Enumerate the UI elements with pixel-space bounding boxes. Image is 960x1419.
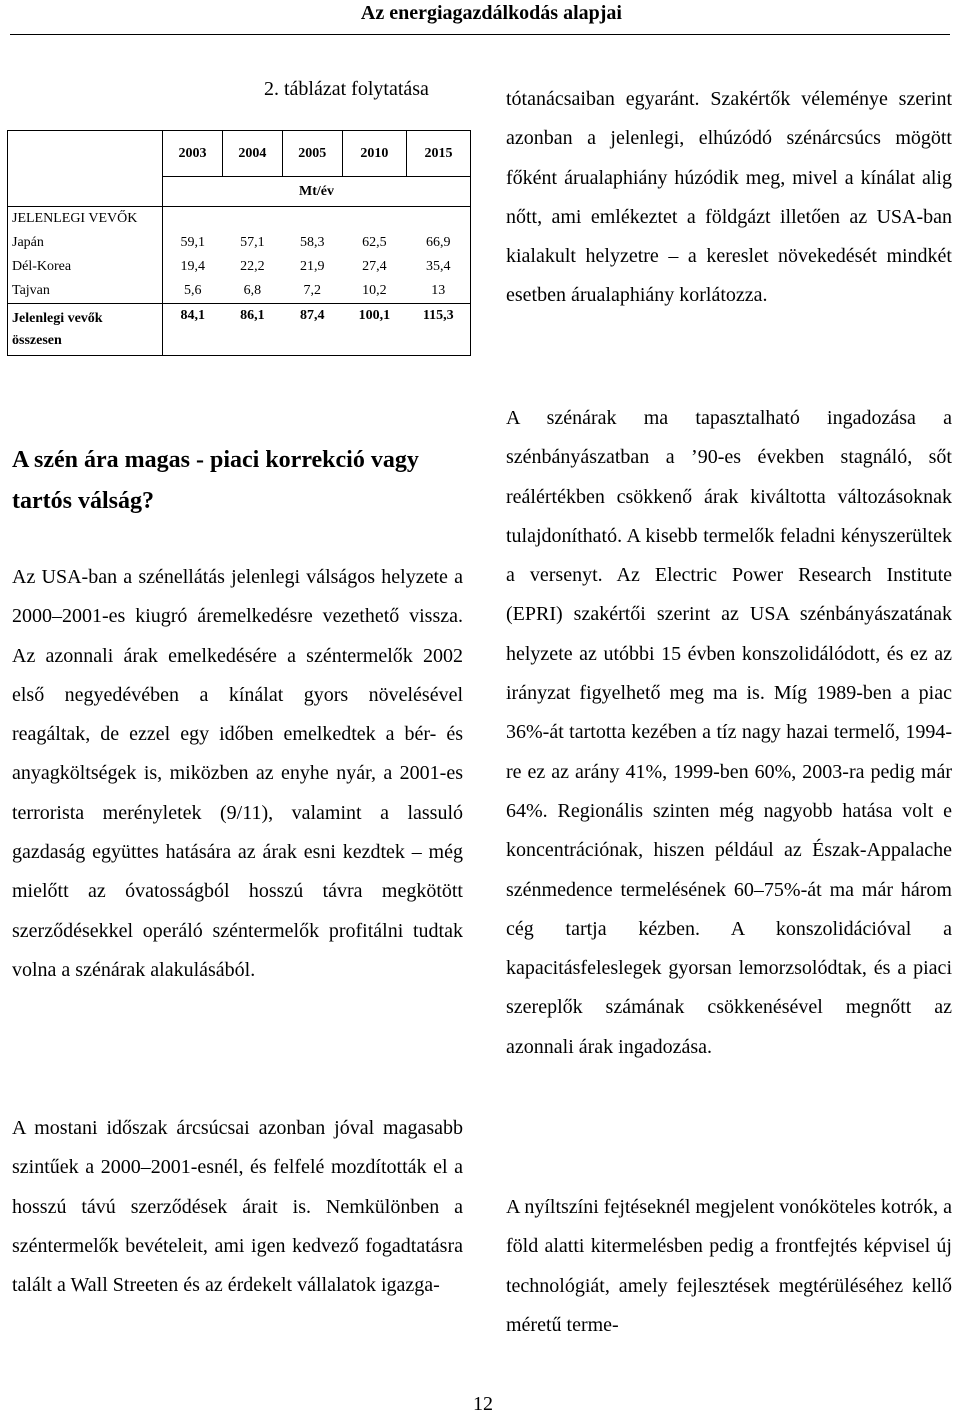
section-label: JELENLEGI VEVŐK <box>8 207 163 232</box>
year-header: 2015 <box>407 131 471 177</box>
table-row <box>8 255 471 279</box>
year-header: 2010 <box>342 131 406 177</box>
table-cell: 62,5 <box>362 235 387 250</box>
table-cell: 19,4 <box>180 259 205 274</box>
header-rule <box>10 34 950 35</box>
table-cell: 58,3 <box>299 235 325 250</box>
page-number: 12 <box>473 1393 493 1415</box>
table-corner-cell <box>8 131 163 207</box>
right-paragraph-3: A nyíltszíni fejtéseknél megjelent vonóköteles kotrók, a föld alatti kitermelésben pedig a frontfejtés képvisel új technológiát, amely fejlesztések megtérüléséhez kellő méretű terme- <box>506 1196 953 1336</box>
data-table <box>7 130 471 356</box>
table-cell: 10,2 <box>342 279 406 304</box>
total-cell: 115,3 <box>407 304 471 356</box>
table-row <box>8 231 471 255</box>
right-paragraph-1: tótanácsaiban egyaránt. Szakértők véleménye szerint azonban a jelenlegi, elhúzódó szénárcsúcs mögött főként árualaphiány húzódik meg, mivel a kínálat alig nőtt, ami emlékeztet a földgázt illetően az USA-ban kialakult helyzetre – a kereslet növekedését mindkét esetben árualaphiány korlátozza. <box>506 88 952 307</box>
table-cell: 7,2 <box>282 279 342 304</box>
table-cell: 22,2 <box>240 259 265 274</box>
total-label <box>8 304 163 356</box>
table-cell: 27,4 <box>362 259 387 274</box>
year-header: 2003 <box>163 131 223 177</box>
left-paragraph-2: A mostani időszak árcsúcsai azonban jóval magasabb szintűek a 2000–2001-esnél, és felfelé mozdították el a hosszú távú szerződések árait is. Nemkülönben a széntermelők bevételeit, ami igen kedvező fogadtatásra talált a Wall Streeten és az érdekelt vállalatok igazga- <box>12 1117 463 1297</box>
right-paragraph-2: A szénárak ma tapasztalható ingadozása a szénbányászatban a ’90-es években stagnáló, sőt reálértékben csökkenő árak kiváltotta változásoknak tulajdonítható. A kisebb termelők feladni kényszerültek a versenyt. Az Electric Power Research Institute (EPRI) szakértői szerint az USA szénbányászatának helyzete az utóbbi 15 évben konszolidálódott, és ez az irányzat figyelhető meg ma is. Míg 1989-ben a piac 36%-át tartotta kezében a tíz nagy hazai termelő, 1994-re ez az arány 41%, 1999-ben 60%, 2003-ra pedig már 64%. Regionális szinten még nagyobb hatása volt e koncentrációnak, hiszen például az Észak-Appalache szénmedence termelésének 60–75%-át ma már három cég tartja kézben. A konszolidációval a kapacitásfeleslegek gyorsan lemorzsolódtak, és a piaci szereplők számának csökkenésével megnőtt az azonnali árak ingadozása. <box>506 407 952 1058</box>
table-cell: 5,6 <box>163 279 223 304</box>
table-cell: 57,1 <box>240 235 265 250</box>
total-cell: 87,4 <box>282 304 342 356</box>
table-cell: 6,8 <box>222 279 282 304</box>
row-label: Dél-Korea <box>8 255 163 279</box>
table-cell: 13 <box>407 279 471 304</box>
table-row <box>8 279 471 304</box>
table-cell: 35,4 <box>407 255 471 279</box>
total-label-line1: Jelenlegi vevők <box>12 310 103 326</box>
section-heading: A szén ára magas - piaci korrekció vagy tartós válság? <box>12 447 419 514</box>
table-cell: 59,1 <box>180 235 205 250</box>
table-caption: 2. táblázat folytatása <box>264 78 429 100</box>
total-label-line2: összesen <box>12 332 62 348</box>
unit-header: Mt/év <box>163 177 471 207</box>
row-label: Tajvan <box>8 279 163 304</box>
table-cell: 21,9 <box>299 259 325 274</box>
total-row <box>8 304 471 356</box>
left-paragraph-1: Az USA-ban a szénellátás jelenlegi válságos helyzete a 2000–2001-es kiugró áremelkedésre vezethető vissza. Az azonnali árak emelkedésére a széntermelők 2002 első negyedévében a kínálat gyors növelésével reagáltak, de ezzel egy időben emelkedtek a bér- és anyagköltségek is, miközben az enyhe nyár, a 2001-es terrorista merényletek (9/11), valamint a lassuló gazdaság együttes hatására az árak esni kezdtek – még mielőtt az óvatosságból hosszú távra megkötött szerződésekkel operáló széntermelők profitálni tudtak volna a szénárak alakulásából. <box>12 566 463 981</box>
total-cell: 86,1 <box>222 304 282 356</box>
year-header: 2005 <box>282 131 342 177</box>
total-cell: 100,1 <box>342 304 406 356</box>
table-cell: 66,9 <box>407 231 471 255</box>
year-header: 2004 <box>222 131 282 177</box>
total-cell: 84,1 <box>163 304 223 356</box>
row-label: Japán <box>8 231 163 255</box>
running-header: Az energiagazdálkodás alapjai <box>360 2 622 24</box>
